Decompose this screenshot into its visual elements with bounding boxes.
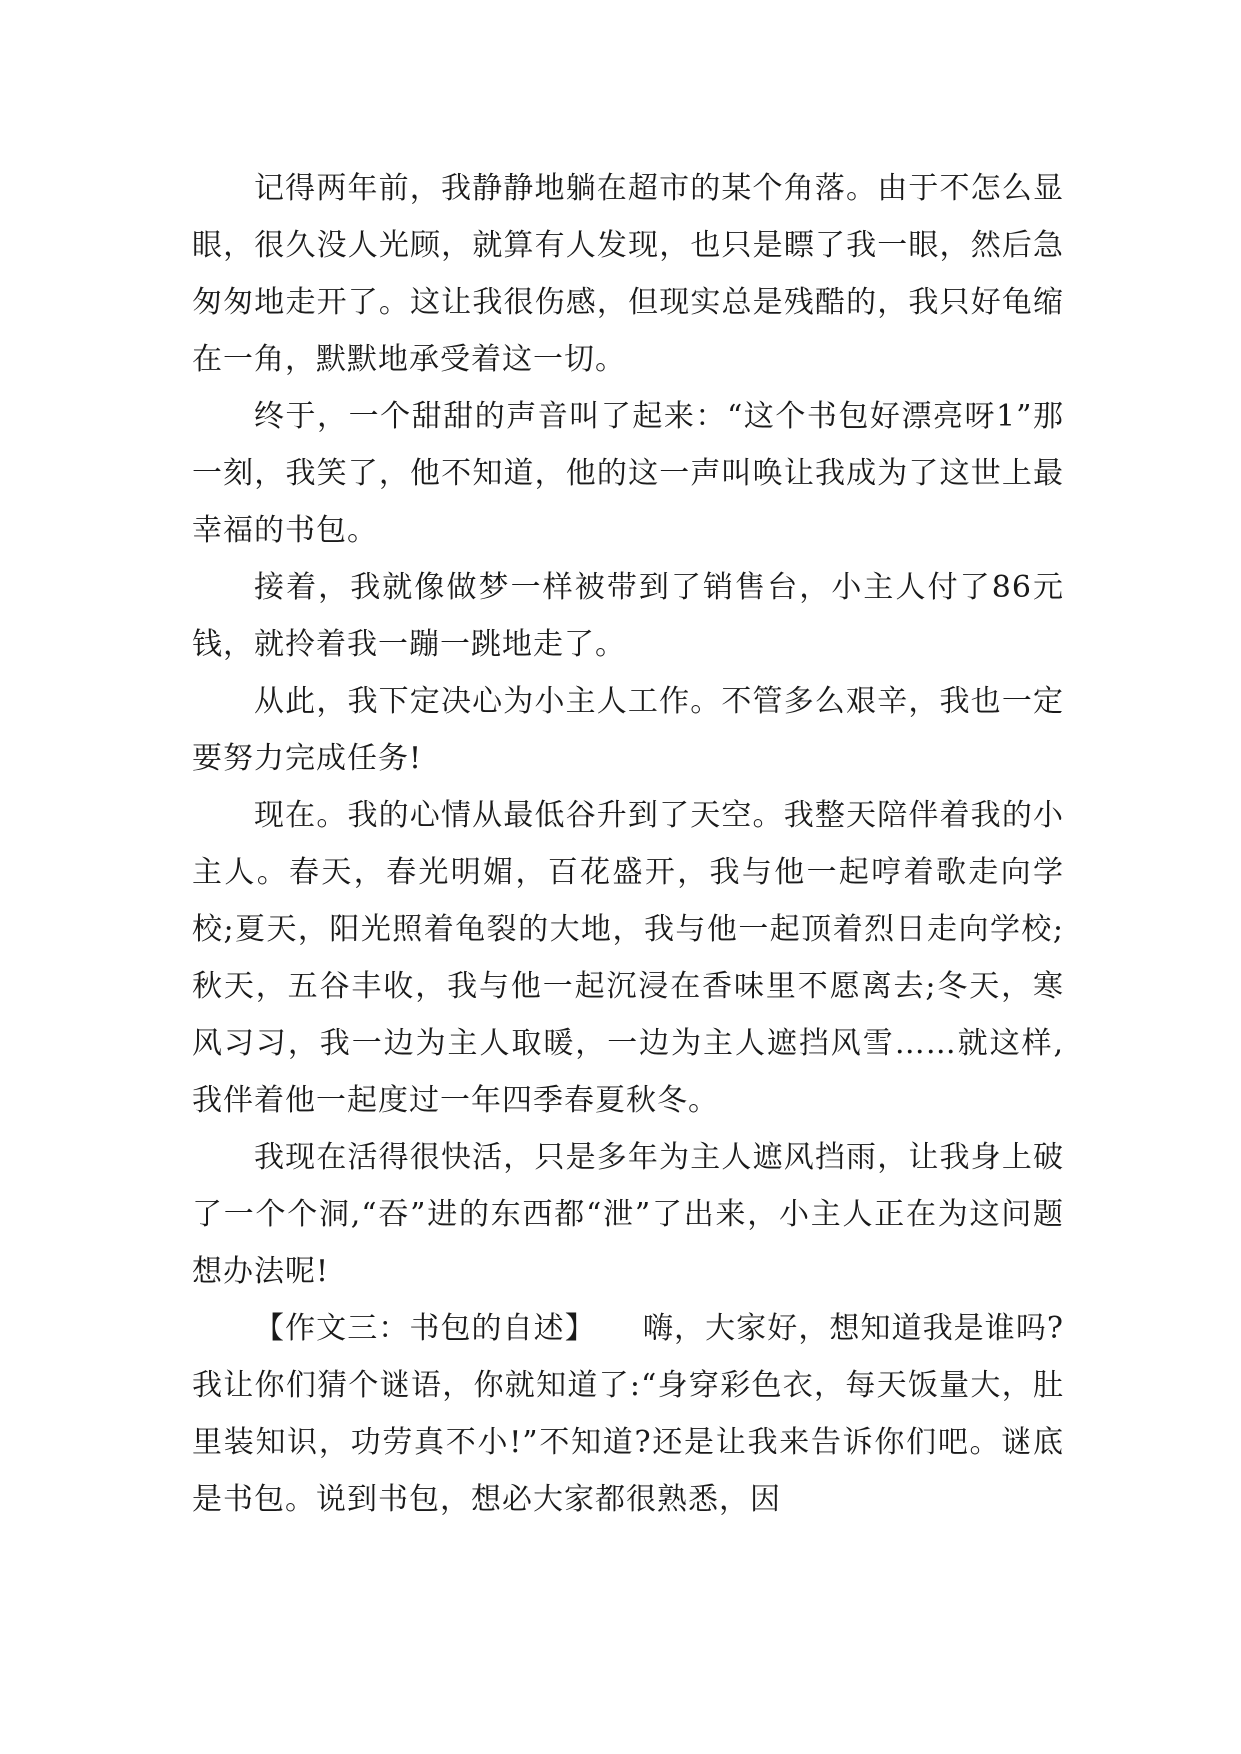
paragraph-2: 终于，一个甜甜的声音叫了起来：“这个书包好漂亮呀1”那一刻，我笑了，他不知道，他的这一声叫唤让我成为了这世上最幸福的书包。 xyxy=(192,399,1064,548)
document-body xyxy=(192,160,1064,1528)
paragraph-4: 从此，我下定决心为小主人工作。不管多么艰辛，我也一定要努力完成任务! xyxy=(192,684,1064,776)
paragraph-7: 【作文三：书包的自述】 嗨，大家好，想知道我是谁吗?我让你们猜个谜语，你就知道了:“身穿彩色衣，每天饭量大，肚里装知识，功劳真不小!”不知道?还是让我来告诉你们吧。谜底是书包。说到书包，想必大家都很熟悉，因 xyxy=(192,1311,1064,1517)
paragraph-6: 我现在活得很快活，只是多年为主人遮风挡雨，让我身上破了一个个洞,“吞”进的东西都“泄”了出来，小主人正在为这问题想办法呢! xyxy=(192,1140,1064,1289)
paragraph-5: 现在。我的心情从最低谷升到了天空。我整天陪伴着我的小主人。春天，春光明媚，百花盛开，我与他一起哼着歌走向学校;夏天，阳光照着龟裂的大地，我与他一起顶着烈日走向学校;秋天，五谷丰收，我与他一起沉浸在香味里不愿离去;冬天，寒风习习，我一边为主人取暖，一边为主人遮挡风雪……就这样,我伴着他一起度过一年四季春夏秋冬。 xyxy=(192,798,1064,1118)
paragraph-3: 接着，我就像做梦一样被带到了销售台，小主人付了86元钱，就拎着我一蹦一跳地走了。 xyxy=(192,570,1064,662)
paragraph-1: 记得两年前，我静静地躺在超市的某个角落。由于不怎么显眼，很久没人光顾，就算有人发现，也只是瞟了我一眼，然后急匆匆地走开了。这让我很伤感，但现实总是残酷的，我只好龟缩在一角，默默地承受着这一切。 xyxy=(192,171,1064,377)
